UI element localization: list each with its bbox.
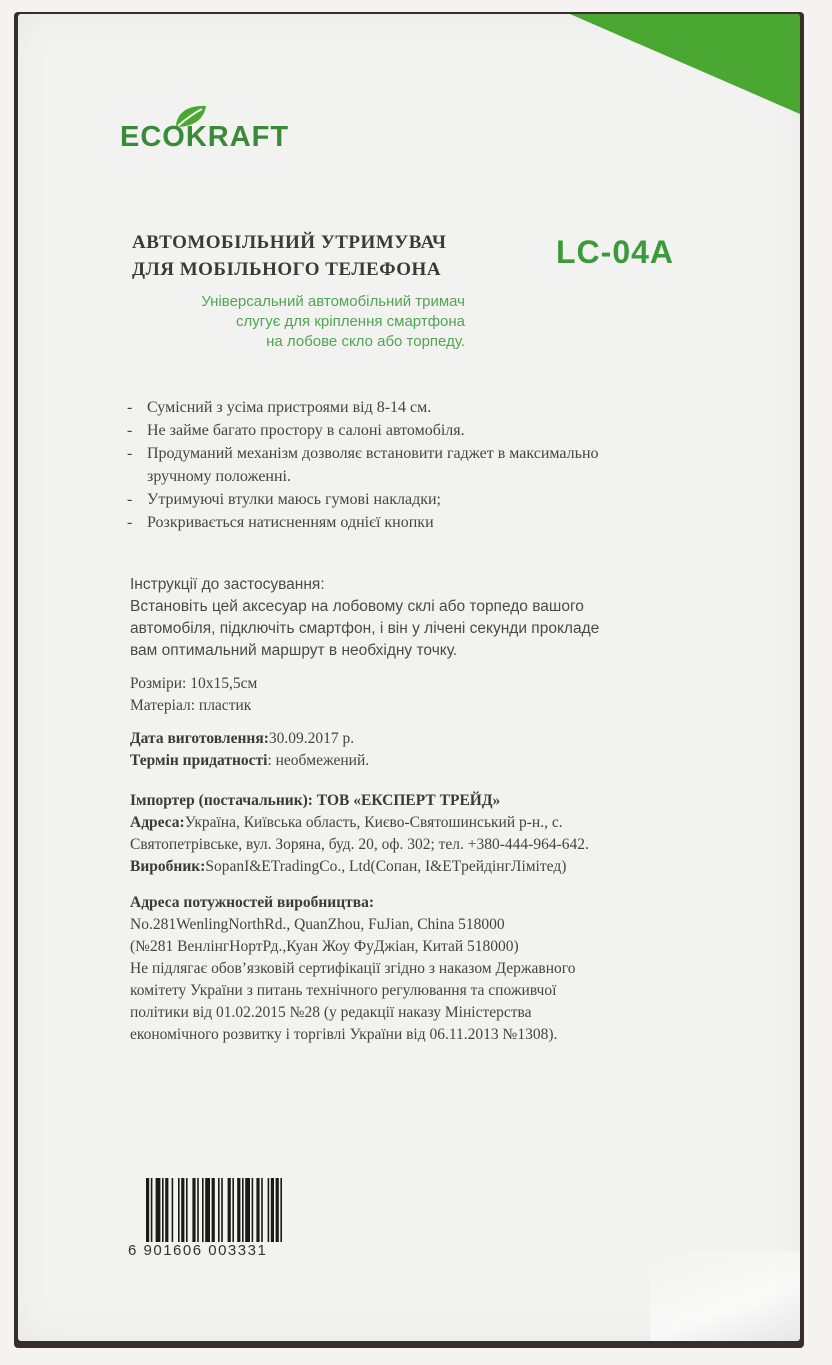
address-label: Адреса: [130,814,185,831]
dates-block [130,728,750,772]
feature-text: Сумісний з усіма пристроями від 8-14 см. [147,399,432,416]
tape-reflection [650,1251,800,1341]
model-number: LC-04A [556,234,675,270]
production-line: економічного розвитку і торгівлі України від 06.11.2013 №1308). [130,1026,558,1043]
subtitle-line: Універсальний автомобільний тримач [201,293,465,310]
manufacture-label: Дата виготовлення: [130,730,269,747]
manufacturer [130,856,750,878]
product-params [130,673,750,717]
importer-block [130,790,750,878]
production-heading: Адреса потужностей виробництва: [130,894,375,911]
logo-text: ECOKRAFT [120,121,290,153]
manufacturer-value: SopanI&ETradingCo., Ltd(Сопан, I&ETрейдінгЛімітед) [205,858,567,875]
production-line: комітету України з питань технічного регулювання та споживчої [130,982,557,999]
manufacture-date [130,728,750,750]
size-text: Розміри: 10x15,5см [130,675,258,692]
instructions-line: автомобіля, підключіть смартфон, і він у лічені секунди прокладе [130,620,600,637]
feature-item: - Розкривається натисненням однієї кнопки [127,514,434,531]
feature-text: Розкривається натисненням однієї кнопки [147,514,434,531]
instructions-heading: Інструкції до застосування: [130,576,325,593]
subtitle-line: слугує для кріплення смартфона [236,313,465,330]
production-line: (№281 ВенлінгНортРд.,Куан Жоу ФуДжіан, Китай 518000) [130,938,519,955]
expiry-value: : необмежений. [267,752,370,769]
instructions-line: Встановіть цей аксесуар на лобовому склі або торпедо вашого [130,598,584,615]
feature-item: - Утримуючі втулки маюсь гумові накладки; [127,491,441,508]
subtitle-line: на лобове скло або торпеду. [266,333,465,350]
feature-item: - Сумісний з усіма пристроями від 8-14 см. [127,399,432,416]
features-list [127,396,727,534]
title-line: ДЛЯ МОБІЛЬНОГО ТЕЛЕФОНА [132,259,442,280]
barcode-number: 6 901606 003331 [128,1242,333,1259]
production-line: Не підлягає обов’язковій сертифікації згідно з наказом Державного [130,960,576,977]
title-line: АВТОМОБІЛЬНИЙ УТРИМУВАЧ [132,232,447,253]
address-line: Україна, Київська область, Києво-Святошинський р-н., с. [184,814,563,831]
production-line: політики від 01.02.2015 №28 (у редакції наказу Міністерства [130,1004,532,1021]
instructions-line: вам оптимальний маршрут в необхідну точку. [130,642,458,659]
feature-item: - Не займе багато простору в салоні автомобіля. [127,422,465,439]
manufacturer-label: Виробник: [130,858,206,875]
importer-heading: Імпортер (постачальник): ТОВ «ЕКСПЕРТ ТРЕЙД» [130,792,501,809]
feature-item: - Продуманий механізм дозволяє встановити гаджет в максимально зручному положенні. [127,445,599,485]
feature-text: Продуманий механізм дозволяє встановити гаджет в максимально зручному положенні. [147,445,599,485]
feature-text: Не займе багато простору в салоні автомобіля. [147,422,465,439]
product-subtitle [135,292,465,352]
feature-text: Утримуючі втулки маюсь гумові накладки; [147,491,441,508]
manufacture-value: 30.09.2017 р. [268,730,355,747]
expiry-date [130,750,750,772]
address-line: Святопетрівське, вул. Зоряна, буд. 20, оф. 302; тел. +380-444-964-642. [130,836,589,853]
importer-address [130,812,750,834]
production-line: No.281WenlingNorthRd., QuanZhou, FuJian, China 518000 [130,916,505,933]
material-text: Матеріал: пластик [130,697,252,714]
product-title [132,229,532,283]
expiry-label: Термін придатності [130,752,268,769]
green-corner-accent [570,14,800,114]
production-block [130,892,750,1046]
brand-logo [120,103,360,153]
instructions [130,574,750,662]
